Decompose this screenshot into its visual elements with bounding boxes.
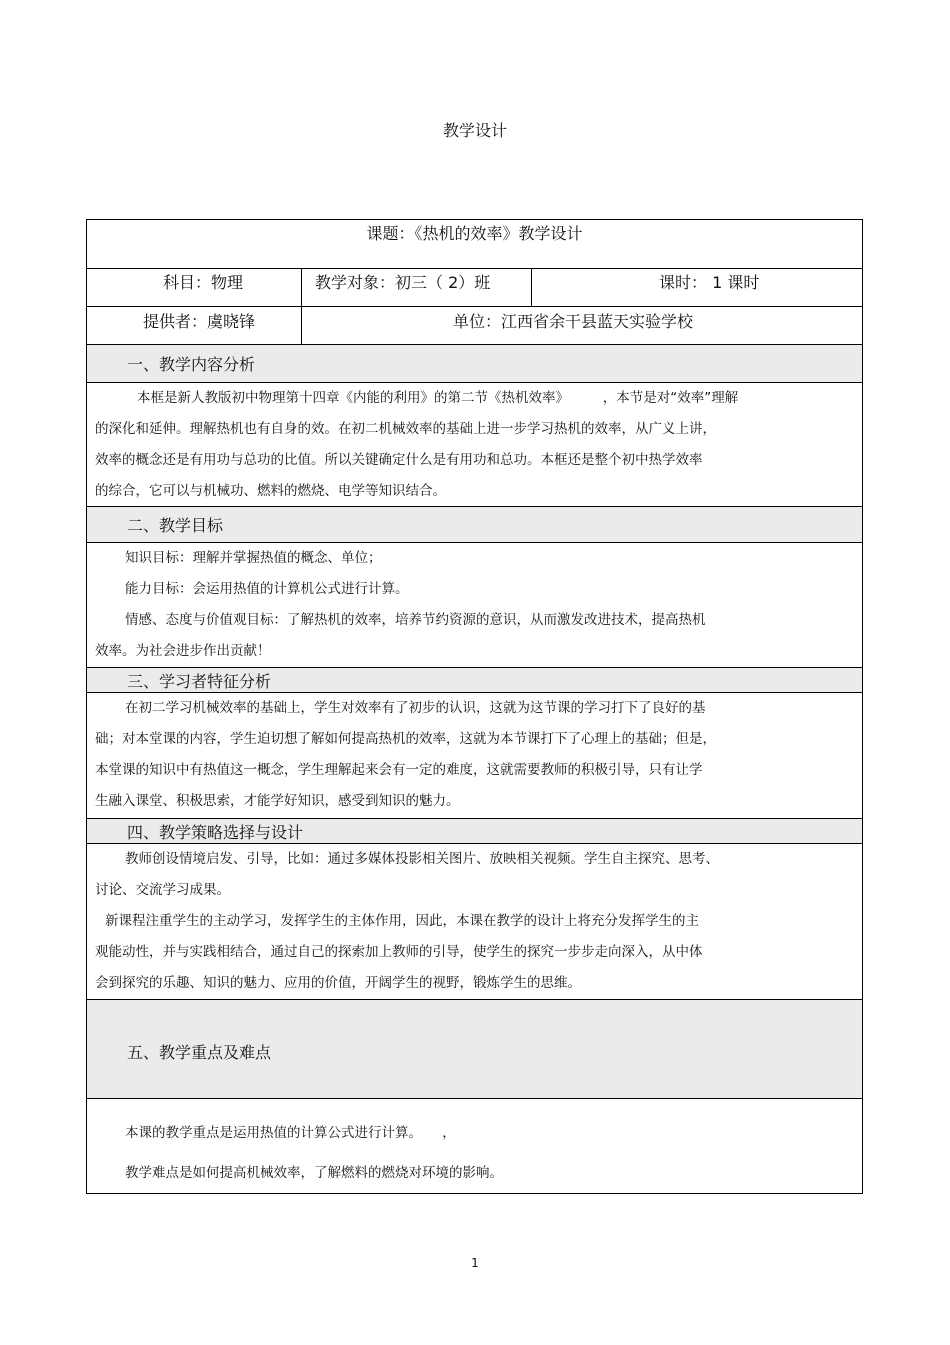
section-4-line: 会到探究的乐趣、知识的魅力、应用的价值，开阔学生的视野，锻炼学生的思维。 bbox=[95, 975, 581, 991]
section-body-learner-analysis bbox=[87, 693, 863, 819]
section-1-line: 本框是新人教版初中物理第十四章《内能的利用》的第二节《热机效率》 ，本节是对“效率”理解 bbox=[137, 390, 739, 406]
section-4-line: 新课程注重学生的主动学习，发挥学生的主体作用，因此，本课在教学的设计上将充分发挥学生的主 bbox=[105, 913, 699, 929]
section-3-line: 在初二学习机械效率的基础上，学生对效率有了初步的认识，这就为这节课的学习打下了良好的基 bbox=[125, 700, 706, 716]
section-heading-teaching-goals bbox=[87, 507, 863, 543]
page-number: 1 bbox=[471, 1256, 479, 1270]
section-4-line: 教师创设情境启发、引导，比如：通过多媒体投影相关图片、放映相关视频。学生自主探究、思考、 bbox=[125, 851, 719, 867]
section-body-key-points bbox=[87, 1099, 863, 1194]
section-body-content-analysis bbox=[87, 383, 863, 507]
section-heading-key-points bbox=[87, 1000, 863, 1099]
subject-label: 科目：物理 bbox=[163, 273, 244, 292]
section-heading-learner-analysis bbox=[87, 668, 863, 693]
lesson-plan-table bbox=[86, 219, 863, 1194]
section-1-line: 的深化和延伸。理解热机也有自身的效。在初二机械效率的基础上进一步学习热机的效率，从广义上讲， bbox=[95, 421, 716, 437]
section-heading-strategy bbox=[87, 819, 863, 844]
hours-label: 课时： 1 课时 bbox=[659, 273, 760, 292]
topic-row bbox=[87, 220, 863, 269]
section-1-line: 效率的概念还是有用功与总功的比值。所以关键确定什么是有用功和总功。本框还是整个初中热学效率 bbox=[95, 452, 703, 468]
section-body-strategy bbox=[87, 844, 863, 1000]
section-1-line: 的综合，它可以与机械功、燃料的燃烧、电学等知识结合。 bbox=[95, 483, 446, 499]
section-3-line: 本堂课的知识中有热值这一概念，学生理解起来会有一定的难度，这就需要教师的积极引导，只有让学 bbox=[95, 762, 703, 778]
section-5-heading: 五、教学重点及难点 bbox=[127, 1043, 272, 1062]
section-2-line: 知识目标：理解并掌握热值的概念、单位； bbox=[125, 550, 382, 566]
section-5-line: 教学难点是如何提高机械效率，了解燃料的燃烧对环境的影响。 bbox=[125, 1165, 503, 1181]
section-2-line: 能力目标：会运用热值的计算机公式进行计算。 bbox=[125, 581, 409, 597]
section-3-line: 生融入课堂、积极思索，才能学好知识，感受到知识的魅力。 bbox=[95, 793, 460, 809]
provider-label: 提供者：虞晓锋 bbox=[143, 312, 256, 331]
document-title: 教学设计 bbox=[442, 121, 507, 140]
section-heading-content-analysis bbox=[87, 345, 863, 383]
section-2-line: 情感、态度与价值观目标：了解热机的效率，培养节约资源的意识，从而激发改进技术，提高热机 bbox=[125, 612, 706, 628]
info-row-1 bbox=[87, 269, 863, 307]
audience-label: 教学对象：初三（ 2）班 bbox=[315, 273, 491, 292]
section-2-heading: 二、教学目标 bbox=[127, 516, 224, 535]
unit-label: 单位：江西省余干县蓝天实验学校 bbox=[453, 312, 694, 331]
info-row-2 bbox=[87, 307, 863, 345]
section-3-heading: 三、学习者特征分析 bbox=[127, 672, 272, 691]
section-5-line: 本课的教学重点是运用热值的计算公式进行计算。 ， bbox=[125, 1125, 456, 1141]
section-body-teaching-goals bbox=[87, 543, 863, 668]
topic-title: 课题：《热机的效率》教学设计 bbox=[366, 224, 583, 243]
section-3-line: 础；对本堂课的内容，学生迫切想了解如何提高热机的效率，这就为本节课打下了心理上的基础；但是， bbox=[95, 731, 716, 747]
section-2-line: 效率。为社会进步作出贡献！ bbox=[95, 643, 271, 659]
section-4-line: 讨论、交流学习成果。 bbox=[95, 882, 230, 898]
section-4-heading: 四、教学策略选择与设计 bbox=[127, 823, 304, 842]
section-4-line: 观能动性，并与实践相结合，通过自己的探索加上教师的引导，使学生的探究一步步走向深入，从中体 bbox=[95, 944, 703, 960]
section-1-heading: 一、教学内容分析 bbox=[127, 355, 256, 374]
